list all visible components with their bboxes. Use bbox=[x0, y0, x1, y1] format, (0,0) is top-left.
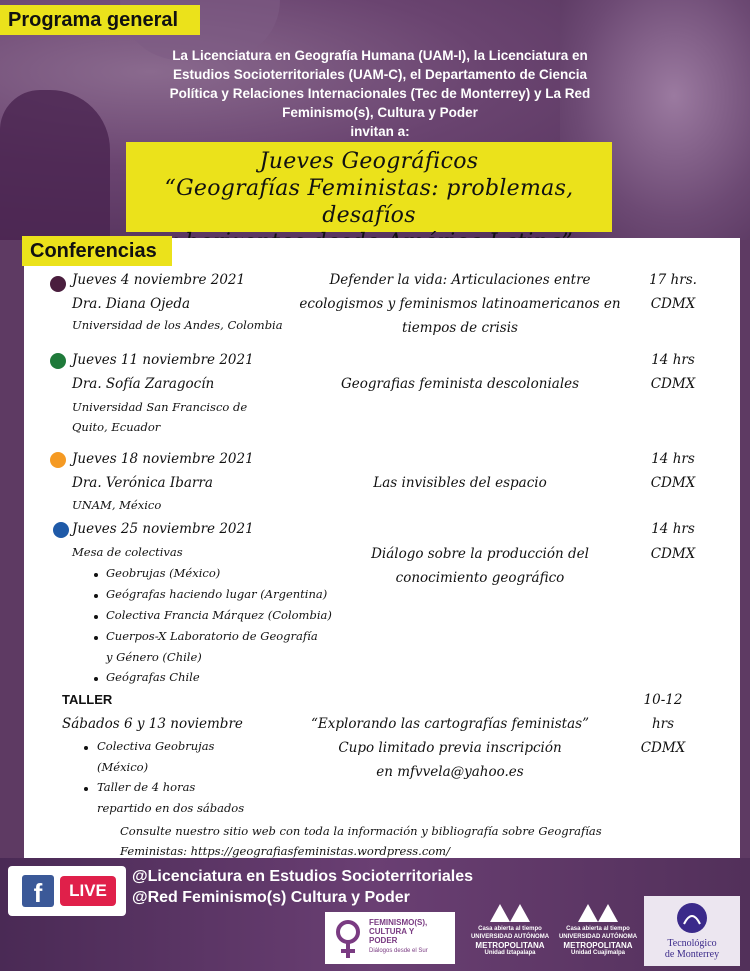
event-zone: CDMX bbox=[650, 376, 696, 392]
event-zone: CDMX bbox=[650, 546, 696, 562]
event-subtitle: Mesa de colectivas bbox=[72, 545, 183, 559]
list-item: Geobrujas (México) bbox=[106, 566, 221, 580]
list-item: Colectiva Francia Márquez (Colombia) bbox=[106, 608, 332, 622]
event-speaker: Dra. Verónica Ibarra bbox=[72, 475, 213, 491]
list-item: Colectiva Geobrujas bbox=[97, 739, 215, 753]
workshop-time: 10-12 bbox=[643, 692, 683, 708]
series-title: Jueves Geográficos bbox=[259, 149, 479, 174]
footer-note: Consulte nuestro sitio web con toda la información y bibliografía sobre Geografías bbox=[120, 824, 602, 838]
list-item: Taller de 4 horas bbox=[97, 780, 196, 794]
workshop-zone: CDMX bbox=[640, 740, 686, 756]
social-handle[interactable]: @Licenciatura en Estudios Socioterritoriales bbox=[132, 868, 474, 885]
program-tag: Programa general bbox=[0, 5, 200, 35]
event-topic: ecologismos y feminismos latinoamericanos en bbox=[299, 296, 621, 312]
list-item: Geógrafas Chile bbox=[106, 670, 200, 684]
event-time: 14 hrs bbox=[651, 521, 695, 537]
intro-paragraph: La Licenciatura en Geografía Humana (UAM-I), la Licenciatura en Estudios Socioterritoriales (UAM-C), el Departamento de Ciencia Política y Relaciones Internacionales (Tec de Monterrey) y La Red Feminismo(s), Cultura y Poder bbox=[169, 48, 591, 120]
intro-text bbox=[160, 46, 600, 141]
venus-icon bbox=[333, 918, 363, 960]
event-time: 17 hrs. bbox=[649, 272, 697, 288]
event-date: Jueves 25 noviembre 2021 bbox=[72, 521, 254, 537]
list-item: (México) bbox=[97, 760, 149, 774]
bullet bbox=[94, 594, 98, 598]
bullet bbox=[94, 636, 98, 640]
section-title: Conferencias bbox=[22, 236, 172, 266]
uam-iztapalapa-logo: Casa abierta al tiempo UNIVERSIDAD AUTÓNOMA METROPOLITANA Unidad Iztapalapa bbox=[470, 900, 550, 964]
event-date: Jueves 18 noviembre 2021 bbox=[72, 451, 254, 467]
event-affiliation: UNAM, México bbox=[72, 498, 162, 512]
event-topic: tiempos de crisis bbox=[402, 320, 518, 336]
facebook-icon: f bbox=[22, 875, 54, 907]
bullet bbox=[94, 677, 98, 681]
workshop-time: hrs bbox=[651, 716, 675, 732]
invite-text: invitan a: bbox=[350, 124, 410, 139]
workshop-date: Sábados 6 y 13 noviembre bbox=[62, 716, 243, 732]
event-topic: Defender la vida: Articulaciones entre bbox=[329, 272, 591, 288]
red-feminismos-logo: FEMINISMO(S), CULTURA Y PODER Diálogos desde el Sur bbox=[325, 912, 455, 964]
event-dot bbox=[50, 353, 66, 369]
facebook-live-badge[interactable] bbox=[8, 866, 126, 916]
event-speaker: Dra. Sofía Zaragocín bbox=[72, 376, 215, 392]
list-item: Cuerpos-X Laboratorio de Geografía bbox=[106, 629, 318, 643]
live-label: LIVE bbox=[60, 876, 116, 906]
workshop-label: TALLER bbox=[62, 692, 113, 707]
bullet bbox=[94, 573, 98, 577]
mural-shape bbox=[0, 90, 110, 240]
event-title-line: “Geografías Feministas: problemas, desafíos bbox=[164, 176, 574, 228]
list-item: repartido en dos sábados bbox=[97, 801, 245, 815]
event-zone: CDMX bbox=[650, 296, 696, 312]
workshop-note: Cupo limitado previa inscripción bbox=[338, 740, 562, 756]
tec-icon bbox=[676, 902, 708, 934]
workshop-email[interactable]: en mfvvela@yahoo.es bbox=[376, 764, 524, 780]
event-dot bbox=[53, 522, 69, 538]
event-topic: Geografias feminista descoloniales bbox=[340, 376, 580, 392]
social-handle[interactable]: @Red Feminismo(s) Cultura y Poder bbox=[132, 889, 410, 906]
event-affiliation: Quito, Ecuador bbox=[72, 420, 161, 434]
event-topic: Las invisibles del espacio bbox=[373, 475, 547, 491]
bullet bbox=[84, 746, 88, 750]
tec-monterrey-logo: Tecnológico de Monterrey bbox=[644, 896, 740, 966]
bullet bbox=[94, 615, 98, 619]
uam-cuajimalpa-logo: Casa abierta al tiempo UNIVERSIDAD AUTÓNOMA METROPOLITANA Unidad Cuajimalpa bbox=[558, 900, 638, 964]
event-date: Jueves 4 noviembre 2021 bbox=[72, 272, 246, 288]
workshop-topic: “Explorando las cartografías feministas” bbox=[311, 716, 589, 732]
event-topic: conocimiento geográfico bbox=[395, 570, 565, 586]
event-dot bbox=[50, 452, 66, 468]
list-item: Geógrafas haciendo lugar (Argentina) bbox=[106, 587, 328, 601]
list-item: y Género (Chile) bbox=[106, 650, 202, 664]
event-affiliation: Universidad de los Andes, Colombia bbox=[72, 318, 283, 332]
bullet bbox=[84, 787, 88, 791]
event-time: 14 hrs bbox=[651, 352, 695, 368]
event-date: Jueves 11 noviembre 2021 bbox=[72, 352, 254, 368]
event-time: 14 hrs bbox=[651, 451, 695, 467]
event-topic: Diálogo sobre la producción del bbox=[371, 546, 589, 562]
event-title-box bbox=[126, 142, 612, 232]
website-link[interactable]: Feministas: https://geografiasfeministas.wordpress.com/ bbox=[120, 844, 450, 858]
event-speaker: Dra. Diana Ojeda bbox=[72, 296, 191, 312]
uam-icon bbox=[488, 902, 532, 924]
event-dot bbox=[50, 276, 66, 292]
event-affiliation: Universidad San Francisco de bbox=[72, 400, 248, 414]
uam-icon bbox=[576, 902, 620, 924]
event-zone: CDMX bbox=[650, 475, 696, 491]
